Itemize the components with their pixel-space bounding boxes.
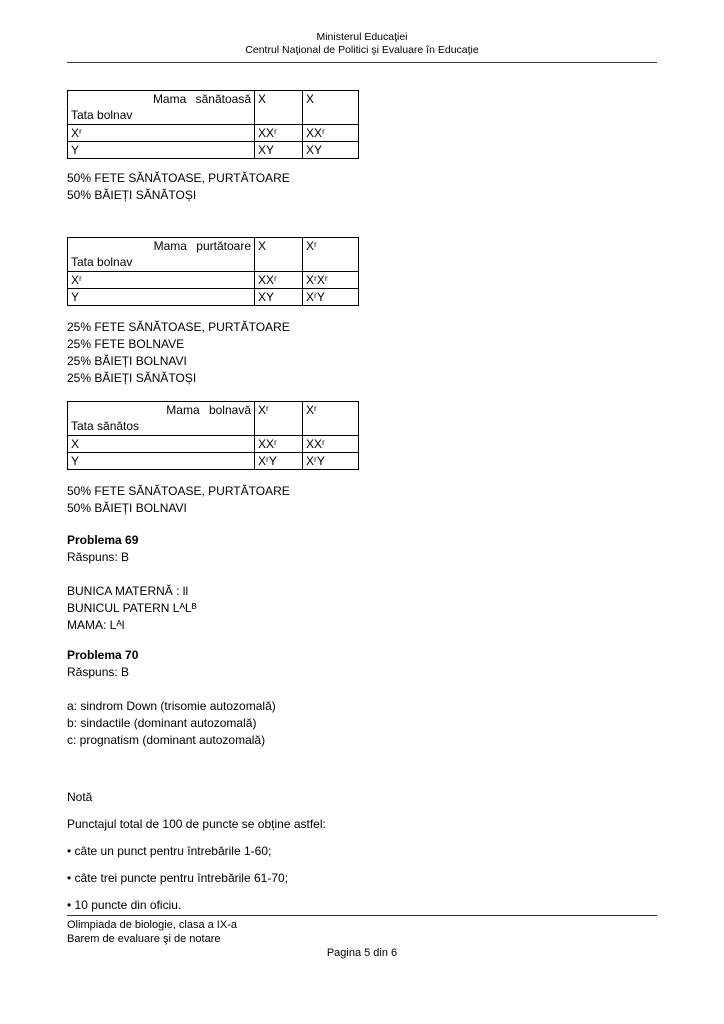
problem-70-details <box>67 698 657 749</box>
result-line: 25% FETE BOLNAVE <box>67 337 185 351</box>
gamete-header-cell: X <box>303 91 359 125</box>
problem-69-title: Problema 69 <box>67 533 139 547</box>
punnett-cell: XʳY <box>303 453 359 470</box>
punnett-corner-cell <box>68 402 255 436</box>
result-line: 25% BĂIEȚI BOLNAVI <box>67 354 187 368</box>
punnett-cell: XXʳ <box>255 436 303 453</box>
result-line: 50% FETE SĂNĂTOASE, PURTĂTOARE <box>67 171 290 185</box>
page-number: Pagina 5 din 6 <box>326 947 398 959</box>
problem-70-answer: Răspuns: B <box>67 665 130 679</box>
punnett-cell: XʳY <box>255 453 303 470</box>
punnett-cell: XʳY <box>303 289 359 306</box>
gamete-header-cell: Xʳ <box>303 402 359 436</box>
table-row <box>68 289 359 306</box>
punnett-cell: XXʳ <box>303 125 359 142</box>
table-row <box>68 142 359 159</box>
father-label: Tata bolnav <box>71 108 133 122</box>
punnett-cell: Xʳ <box>68 272 255 289</box>
punnett-cell: XY <box>303 142 359 159</box>
footer-olympiad-line: Olimpiada de biologie, clasa a IX-a <box>67 919 237 931</box>
note-bullet: • câte un punct pentru întrebările 1-60; <box>67 844 272 858</box>
table-row <box>68 272 359 289</box>
document-footer <box>67 915 657 960</box>
result-block-2 <box>67 319 657 387</box>
result-block-1 <box>67 170 657 204</box>
diagnosis-line: b: sindactile (dominant autozomală) <box>67 716 257 730</box>
ministry-title: Ministerul Educaţiei <box>316 31 408 43</box>
footer-barem-line: Barem de evaluare şi de notare <box>67 933 221 945</box>
problem-69-answer: Răspuns: B <box>67 550 130 564</box>
table-row <box>68 125 359 142</box>
punnett-table-3 <box>67 401 359 470</box>
note-title: Notă <box>67 790 93 804</box>
punnett-cell: Y <box>68 453 255 470</box>
problem-69-details <box>67 583 657 634</box>
punnett-cell: XʳXʳ <box>303 272 359 289</box>
document-body <box>67 90 657 914</box>
table-header-row <box>68 91 359 125</box>
table-row <box>68 453 359 470</box>
genotype-line: BUNICUL PATERN LᴬLᴮ <box>67 601 197 615</box>
table-header-row <box>68 402 359 436</box>
document-header <box>67 0 657 63</box>
result-block-3 <box>67 483 657 517</box>
gamete-header-cell: Xʳ <box>255 402 303 436</box>
punnett-cell: Y <box>68 289 255 306</box>
genotype-line: BUNICA MATERNĂ : ll <box>67 584 189 598</box>
gamete-header-cell: X <box>255 91 303 125</box>
mother-label: Mama purtătoare <box>153 239 251 253</box>
punnett-cell: XY <box>255 289 303 306</box>
punnett-corner-cell <box>68 91 255 125</box>
header-rule <box>67 62 657 63</box>
note-bullet: • 10 puncte din oficiu. <box>67 898 182 912</box>
table-header-row <box>68 238 359 272</box>
result-line: 50% BĂIEȚI BOLNAVI <box>67 501 187 515</box>
punnett-cell: XXʳ <box>255 125 303 142</box>
punnett-table-1 <box>67 90 359 159</box>
mother-label: Mama sănătoasă <box>152 92 251 106</box>
result-line: 25% FETE SĂNĂTOASE, PURTĂTOARE <box>67 320 290 334</box>
result-line: 50% BĂIEȚI SĂNĂTOȘI <box>67 188 197 202</box>
punnett-cell: XXʳ <box>303 436 359 453</box>
father-label: Tata bolnav <box>71 255 133 269</box>
result-line: 50% FETE SĂNĂTOASE, PURTĂTOARE <box>67 484 290 498</box>
father-label: Tata sănătos <box>71 419 140 433</box>
genotype-line: MAMA: Lᴬl <box>67 618 125 632</box>
gamete-header-cell: X <box>255 238 303 272</box>
punnett-cell: Y <box>68 142 255 159</box>
center-title: Centrul Naţional de Politici şi Evaluare în Educaţie <box>245 44 479 56</box>
diagnosis-line: a: sindrom Down (trisomie autozomală) <box>67 699 276 713</box>
punnett-cell: XY <box>255 142 303 159</box>
punnett-corner-cell <box>68 238 255 272</box>
note-bullet: • câte trei puncte pentru întrebările 61-70; <box>67 871 288 885</box>
table-row <box>68 436 359 453</box>
gamete-header-cell: Xʳ <box>303 238 359 272</box>
punnett-table-2 <box>67 237 359 306</box>
problem-70-title: Problema 70 <box>67 648 139 662</box>
punnett-cell: Xʳ <box>68 125 255 142</box>
punnett-cell: XXʳ <box>255 272 303 289</box>
result-line: 25% BĂIEȚI SĂNĂTOȘI <box>67 371 197 385</box>
mother-label: Mama bolnavă <box>166 403 251 417</box>
note-intro: Punctajul total de 100 de puncte se obține astfel: <box>67 817 326 831</box>
punnett-cell: X <box>68 436 255 453</box>
diagnosis-line: c: prognatism (dominant autozomală) <box>67 733 266 747</box>
